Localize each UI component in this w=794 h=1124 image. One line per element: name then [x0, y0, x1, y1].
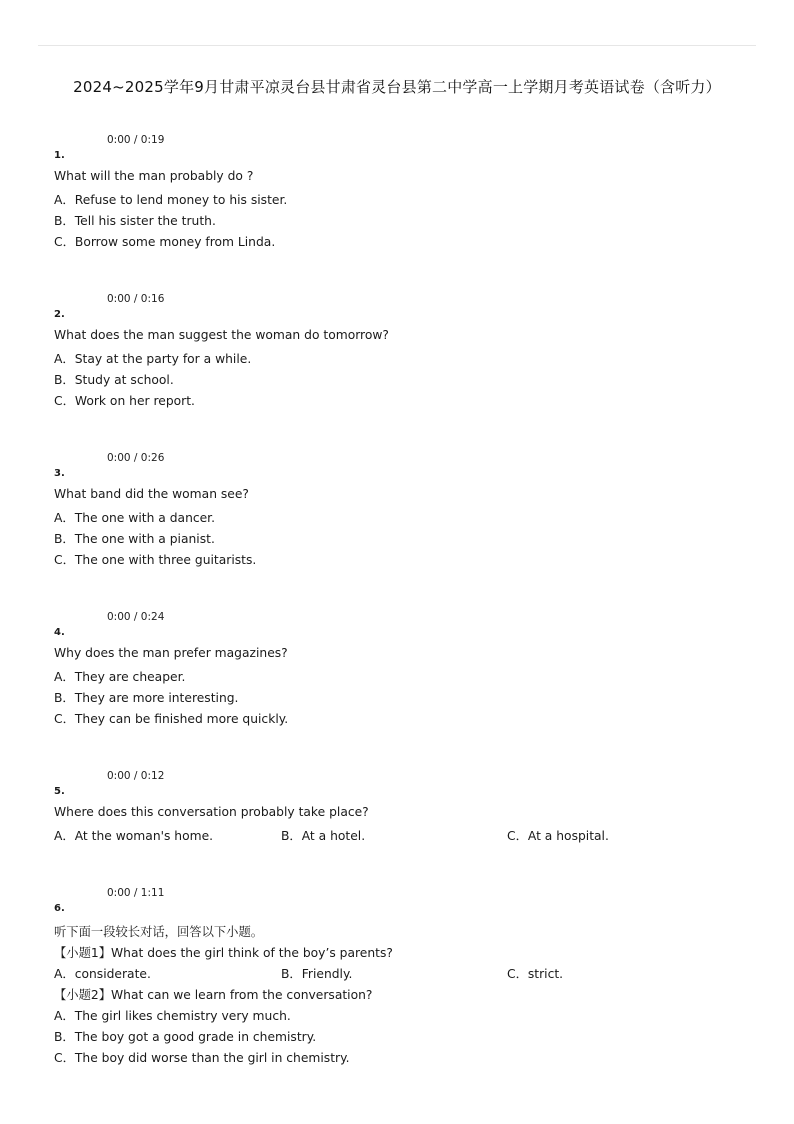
option-a: A．The girl likes chemistry very much.: [54, 1009, 291, 1023]
option-b: B．Study at school.: [54, 373, 174, 387]
option-a: A．Stay at the party for a while.: [54, 352, 252, 366]
option-b: B．Tell his sister the truth.: [54, 214, 216, 228]
audio-player-2[interactable]: 0:00 / 0:16: [107, 293, 165, 305]
header-divider: [38, 45, 756, 46]
audio-player-6[interactable]: 0:00 / 1:11: [107, 887, 165, 899]
option-c: C．The boy did worse than the girl in chemistry.: [54, 1051, 350, 1065]
option-b: B．The boy got a good grade in chemistry.: [54, 1030, 317, 1044]
option-a: A．They are cheaper.: [54, 670, 186, 684]
subquestion-1-text: 【小题1】What does the girl think of the boy’s parents?: [54, 946, 393, 960]
option-c: C．They can be finished more quickly.: [54, 712, 289, 726]
option-c: C．At a hospital.: [507, 829, 609, 843]
option-b: B．The one with a pianist.: [54, 532, 215, 546]
option-b: B．They are more interesting.: [54, 691, 239, 705]
option-b: B．At a hotel.: [281, 829, 366, 843]
question-text: What band did the woman see?: [54, 487, 249, 501]
audio-player-3[interactable]: 0:00 / 0:26: [107, 452, 165, 464]
option-c: C．Work on her report.: [54, 394, 195, 408]
question-text: Where does this conversation probably take place?: [54, 805, 369, 819]
audio-player-1[interactable]: 0:00 / 0:19: [107, 134, 165, 146]
option-c: C．The one with three guitarists.: [54, 553, 257, 567]
question-text: What does the man suggest the woman do tomorrow?: [54, 328, 389, 342]
option-a: A．At the woman's home.: [54, 829, 214, 843]
page-title: 2024~2025学年9月甘肃平凉灵台县甘肃省灵台县第二中学高一上学期月考英语试卷（含听力）: [73, 78, 721, 96]
question-number: 6.: [54, 903, 65, 914]
option-a: A．The one with a dancer.: [54, 511, 216, 525]
option-a: A．Refuse to lend money to his sister.: [54, 193, 288, 207]
question-text: What will the man probably do ?: [54, 169, 254, 183]
option-a: A．considerate.: [54, 967, 151, 981]
option-b: B．Friendly.: [281, 967, 353, 981]
audio-player-4[interactable]: 0:00 / 0:24: [107, 611, 165, 623]
question-text: Why does the man prefer magazines?: [54, 646, 288, 660]
subquestion-1-options: [54, 964, 754, 980]
question-number: 2.: [54, 309, 65, 320]
question-number: 3.: [54, 468, 65, 479]
question-number: 4.: [54, 627, 65, 638]
subquestion-2-text: 【小题2】What can we learn from the conversation?: [54, 988, 373, 1002]
question-number: 5.: [54, 786, 65, 797]
options-row: [54, 826, 754, 842]
option-c: C．Borrow some money from Linda.: [54, 235, 276, 249]
option-c: C．strict.: [507, 967, 564, 981]
question-number: 1.: [54, 150, 65, 161]
audio-player-5[interactable]: 0:00 / 0:12: [107, 770, 165, 782]
question-intro: 听下面一段较长对话，回答以下小题。: [54, 925, 264, 939]
